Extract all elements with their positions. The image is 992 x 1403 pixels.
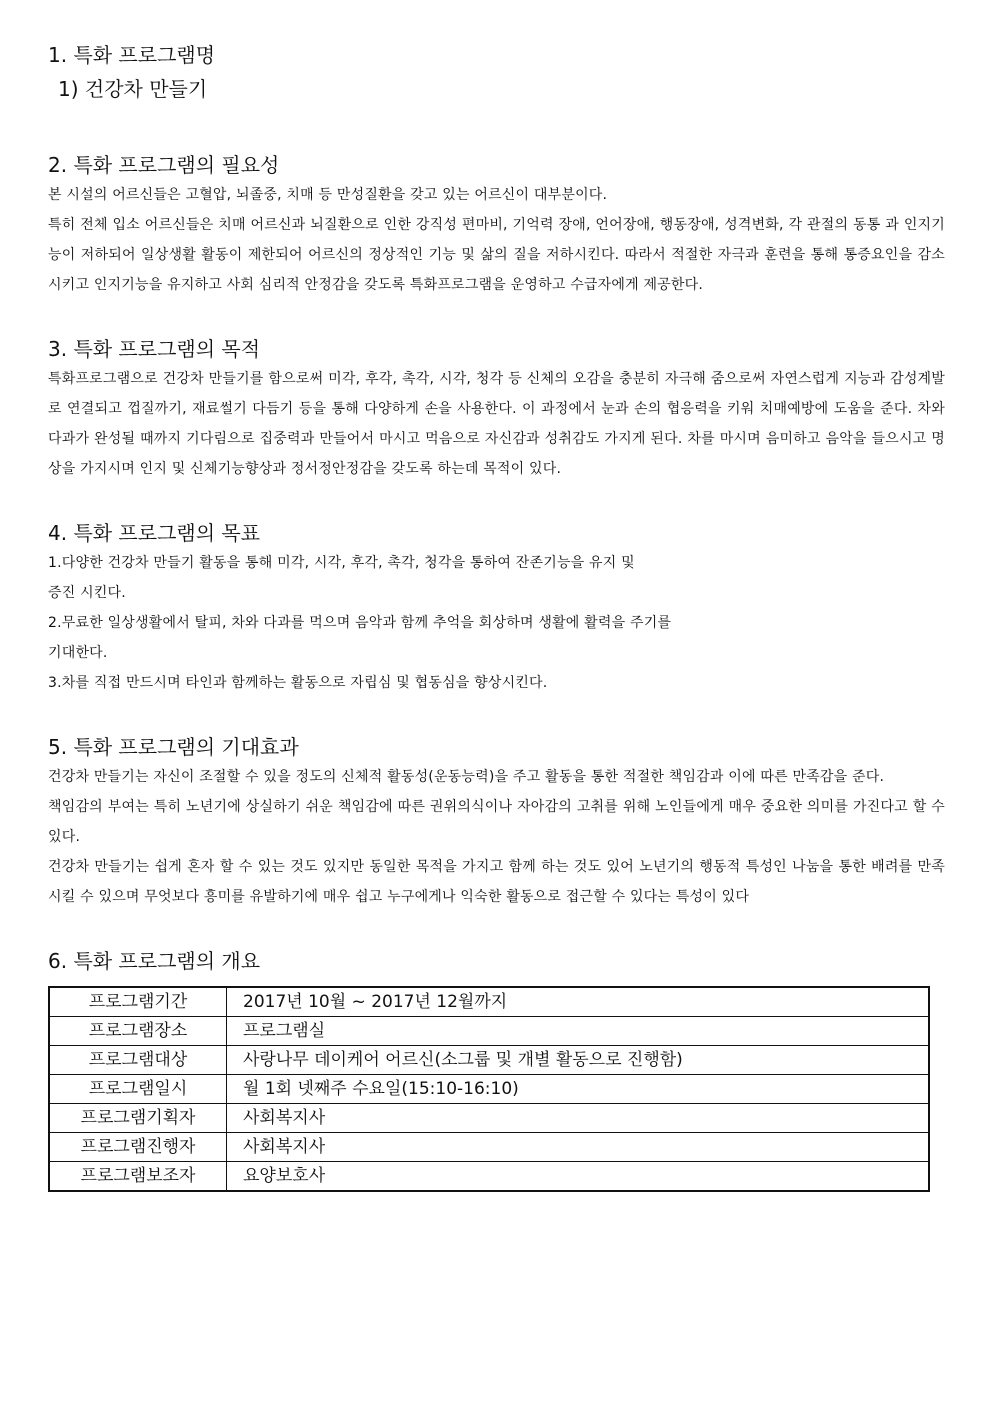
table-row — [49, 1133, 929, 1162]
paragraph: 건강차 만들기는 자신이 조절할 수 있을 정도의 신체적 활동성(운동능력)을 주고 활동을 통한 적절한 책임감과 이에 따른 만족감을 준다. — [48, 769, 885, 785]
row-value: 사랑나무 데이케어 어르신(소그룹 및 개별 활동으로 진행함) — [227, 1046, 930, 1075]
row-label: 프로그램장소 — [49, 1017, 227, 1046]
row-value: 요양보호사 — [227, 1162, 930, 1192]
paragraph: 본 시설의 어르신들은 고혈압, 뇌졸중, 치매 등 만성질환을 갖고 있는 어르신이 대부분이다. — [48, 187, 608, 203]
paragraph: 건강차 만들기는 쉽게 혼자 할 수 있는 것도 있지만 동일한 목적을 가지고 함께 하는 것도 있어 노년기의 행동적 특성인 나눔을 통한 배려를 만족시킬 수 있으며 무엇보다 흥미를 유발하기에 매우 쉽고 누구에게나 익숙한 활동으로 접근할 수 있다는 특성이 있다 — [48, 859, 945, 905]
row-label: 프로그램기획자 — [49, 1104, 227, 1133]
section-expected-effects — [48, 732, 945, 912]
goal-line: 증진 시킨다. — [48, 585, 126, 601]
row-label: 프로그램기간 — [49, 987, 227, 1017]
table-row — [49, 1046, 929, 1075]
section-program-name — [48, 40, 945, 104]
table-row — [49, 1162, 929, 1192]
paragraph: 특화프로그램으로 건강차 만들기를 함으로써 미각, 후각, 촉각, 시각, 청각 등 신체의 오감을 충분히 자극해 줌으로써 자연스럽게 지능과 감성계발로 연결되고 껍질까기, 재료썰기 다듬기 등을 통해 다양하게 손을 사용한다. 이 과정에서 눈과 손의 협응력을 키워 치매예방에 도움을 준다. 차와 다과가 완성될 때까지 기다림으로 집중력과 만들어서 마시고 먹음으로 자신감과 성취감도 가지게 된다. 차를 마시며 음미하고 음악을 들으시고 명상을 가지시며 인지 및 신체기능향상과 정서정안정감을 갖도록 하는데 목적이 있다. — [48, 371, 945, 477]
section-necessity — [48, 150, 945, 300]
section-heading: 3. 특화 프로그램의 목적 — [48, 337, 261, 361]
row-label: 프로그램진행자 — [49, 1133, 227, 1162]
section-spacer — [48, 484, 945, 518]
goal-line: 1.다양한 건강차 만들기 활동을 통해 미각, 시각, 후각, 촉각, 청각을 통하여 잔존기능을 유지 및 — [48, 555, 635, 571]
section-purpose — [48, 334, 945, 484]
table-row — [49, 987, 929, 1017]
section-spacer — [48, 300, 945, 334]
row-label: 프로그램대상 — [49, 1046, 227, 1075]
table-row — [49, 1104, 929, 1133]
paragraph: 책임감의 부여는 특히 노년기에 상실하기 쉬운 책임감에 따른 권위의식이나 자아감의 고취를 위해 노인들에게 매우 중요한 의미를 가진다고 할 수 있다. — [48, 799, 945, 845]
overview-table — [48, 986, 930, 1192]
section-heading: 6. 특화 프로그램의 개요 — [48, 949, 261, 973]
section-heading: 1. 특화 프로그램명 — [48, 43, 216, 67]
row-value: 사회복지사 — [227, 1104, 930, 1133]
goal-line: 2.무료한 일상생활에서 탈피, 차와 다과를 먹으며 음악과 함께 추억을 회상하며 생활에 활력을 주기를 — [48, 615, 672, 631]
table-row — [49, 1075, 929, 1104]
goal-line: 기대한다. — [48, 645, 108, 661]
row-label: 프로그램일시 — [49, 1075, 227, 1104]
section-heading: 5. 특화 프로그램의 기대효과 — [48, 735, 299, 759]
section-spacer — [48, 698, 945, 732]
paragraph: 특히 전체 입소 어르신들은 치매 어르신과 뇌질환으로 인한 강직성 편마비, 기억력 장애, 언어장애, 행동장애, 성격변화, 각 관절의 동통 과 인지기능이 저하되어 일상생활 활동이 제한되어 어르신의 정상적인 기능 및 삶의 질을 저하시킨다. 따라서 적절한 자극과 훈련을 통해 통증요인을 감소시키고 인지기능을 유지하고 사회 심리적 안정감을 갖도록 특화프로그램을 운영하고 수급자에게 제공한다. — [48, 217, 945, 293]
section-heading: 4. 특화 프로그램의 목표 — [48, 521, 261, 545]
row-value: 프로그램실 — [227, 1017, 930, 1046]
section-spacer — [48, 912, 945, 946]
row-label: 프로그램보조자 — [49, 1162, 227, 1192]
table-row — [49, 1017, 929, 1046]
row-value: 2017년 10월 ~ 2017년 12월까지 — [227, 987, 930, 1017]
row-value: 월 1회 넷째주 수요일(15:10-16:10) — [227, 1075, 930, 1104]
section-goals — [48, 518, 945, 698]
section-overview — [48, 946, 945, 1192]
document-page — [48, 40, 945, 1192]
row-value: 사회복지사 — [227, 1133, 930, 1162]
program-name: 1) 건강차 만들기 — [58, 77, 208, 101]
section-heading: 2. 특화 프로그램의 필요성 — [48, 153, 280, 177]
goal-line: 3.차를 직접 만드시며 타인과 함께하는 활동으로 자립심 및 협동심을 향상시킨다. — [48, 675, 548, 691]
